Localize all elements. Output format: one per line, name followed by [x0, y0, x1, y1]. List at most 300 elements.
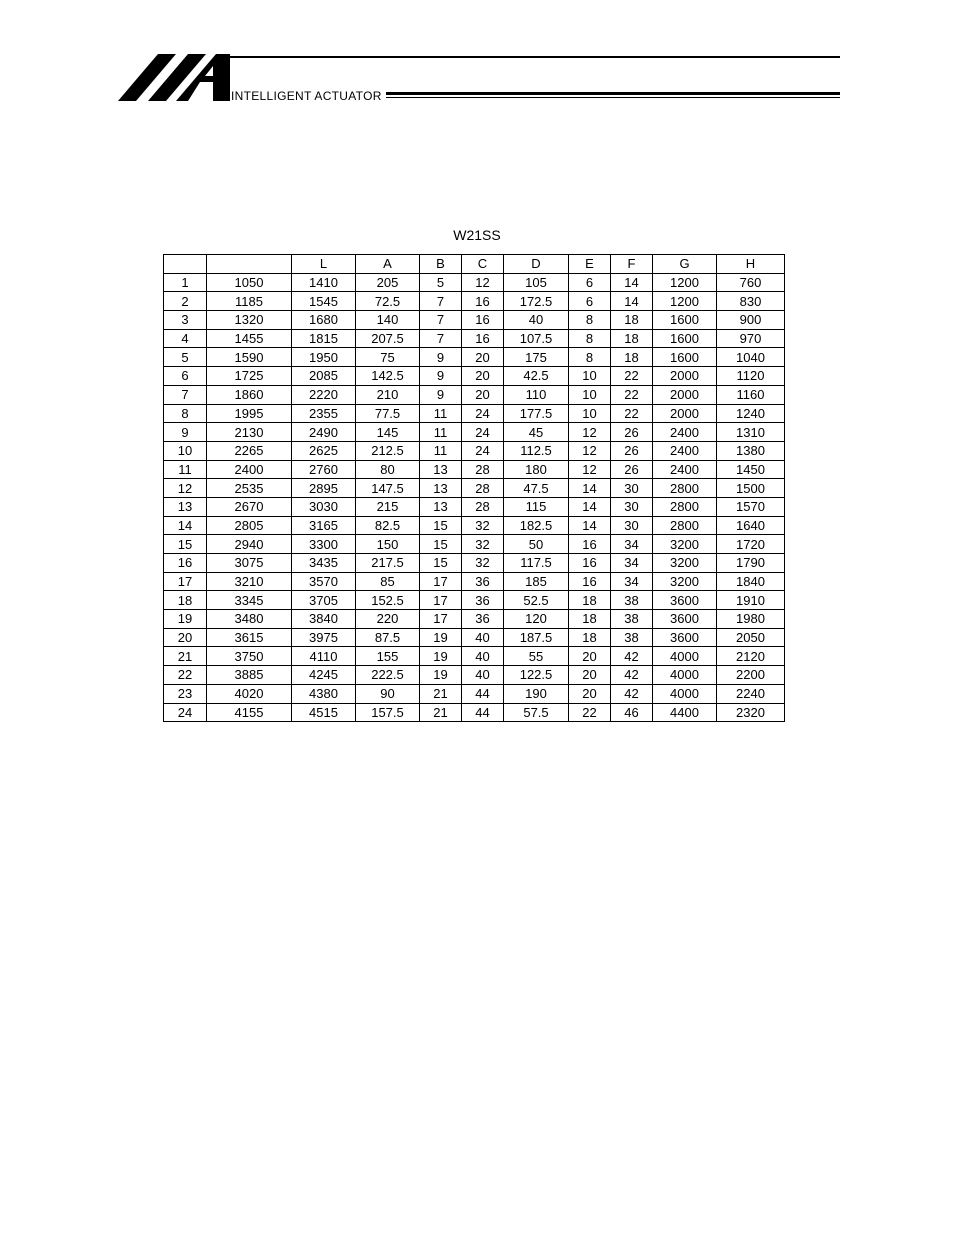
table-cell: 1600	[653, 348, 717, 367]
table-cell: 3300	[292, 535, 356, 554]
table-cell: 42	[611, 684, 653, 703]
table-cell: 7	[420, 292, 462, 311]
table-cell: 122.5	[504, 666, 569, 685]
table-cell: 18	[611, 348, 653, 367]
table-cell: 3600	[653, 591, 717, 610]
table-cell: 9	[420, 367, 462, 386]
table-cell: 13	[420, 479, 462, 498]
table-row	[164, 404, 785, 423]
table-cell: 34	[611, 535, 653, 554]
table-cell: 210	[356, 385, 420, 404]
table-cell: 18	[611, 311, 653, 330]
table-cell: 9	[420, 385, 462, 404]
table-cell: 45	[504, 423, 569, 442]
table-cell: 4020	[207, 684, 292, 703]
table-cell: 15	[164, 535, 207, 554]
brand-name: INTELLIGENT ACTUATOR	[231, 89, 382, 103]
table-row	[164, 554, 785, 573]
table-cell: 4380	[292, 684, 356, 703]
column-header: A	[356, 255, 420, 274]
table-cell: 4000	[653, 647, 717, 666]
table-cell: 20	[462, 367, 504, 386]
table-cell: 21	[420, 703, 462, 722]
table-cell: 3200	[653, 572, 717, 591]
table-cell: 3615	[207, 628, 292, 647]
table-cell: 112.5	[504, 441, 569, 460]
table-cell: 145	[356, 423, 420, 442]
table-cell: 32	[462, 535, 504, 554]
table-row	[164, 647, 785, 666]
table-cell: 2805	[207, 516, 292, 535]
table-row	[164, 423, 785, 442]
table-cell: 15	[420, 516, 462, 535]
table-cell: 2400	[653, 460, 717, 479]
table-cell: 222.5	[356, 666, 420, 685]
column-header: E	[569, 255, 611, 274]
table-cell: 2400	[207, 460, 292, 479]
table-cell: 1050	[207, 273, 292, 292]
table-row	[164, 367, 785, 386]
table-cell: 6	[569, 292, 611, 311]
table-cell: 3345	[207, 591, 292, 610]
table-cell: 2895	[292, 479, 356, 498]
table-cell: 217.5	[356, 554, 420, 573]
table-cell: 40	[462, 628, 504, 647]
table-cell: 177.5	[504, 404, 569, 423]
table-cell: 2800	[653, 497, 717, 516]
table-cell: 16	[462, 329, 504, 348]
table-cell: 2400	[653, 441, 717, 460]
table-row	[164, 311, 785, 330]
table-cell: 57.5	[504, 703, 569, 722]
table-cell: 4515	[292, 703, 356, 722]
table-cell: 26	[611, 423, 653, 442]
table-cell: 2535	[207, 479, 292, 498]
table-cell: 5	[420, 273, 462, 292]
table-cell: 157.5	[356, 703, 420, 722]
table-cell: 85	[356, 572, 420, 591]
table-cell: 1680	[292, 311, 356, 330]
table-cell: 3200	[653, 554, 717, 573]
table-cell: 3	[164, 311, 207, 330]
table-cell: 19	[420, 666, 462, 685]
table-row	[164, 273, 785, 292]
table-cell: 42	[611, 666, 653, 685]
table-cell: 24	[164, 703, 207, 722]
table-cell: 2240	[717, 684, 785, 703]
table-cell: 1600	[653, 311, 717, 330]
table-cell: 1200	[653, 273, 717, 292]
header-rule-top	[230, 56, 840, 58]
table-cell: 1860	[207, 385, 292, 404]
table-cell: 7	[164, 385, 207, 404]
table-cell: 1185	[207, 292, 292, 311]
table-cell: 3705	[292, 591, 356, 610]
table-cell: 55	[504, 647, 569, 666]
table-cell: 2220	[292, 385, 356, 404]
table-cell: 7	[420, 329, 462, 348]
table-cell: 1790	[717, 554, 785, 573]
table-cell: 3480	[207, 610, 292, 629]
page-header	[118, 52, 842, 104]
table-cell: 24	[462, 441, 504, 460]
table-cell: 1720	[717, 535, 785, 554]
table-cell: 115	[504, 497, 569, 516]
table-cell: 82.5	[356, 516, 420, 535]
table-row	[164, 684, 785, 703]
table-cell: 1570	[717, 497, 785, 516]
table-cell: 1980	[717, 610, 785, 629]
table-cell: 110	[504, 385, 569, 404]
table-cell: 20	[462, 348, 504, 367]
table-cell: 1410	[292, 273, 356, 292]
table-cell: 2800	[653, 479, 717, 498]
table-cell: 15	[420, 535, 462, 554]
table-cell: 12	[462, 273, 504, 292]
table-cell: 16	[569, 535, 611, 554]
table-cell: 17	[420, 572, 462, 591]
column-header: F	[611, 255, 653, 274]
table-cell: 72.5	[356, 292, 420, 311]
table-cell: 14	[569, 516, 611, 535]
table-cell: 28	[462, 497, 504, 516]
table-cell: 28	[462, 460, 504, 479]
table-cell: 970	[717, 329, 785, 348]
table-cell: 77.5	[356, 404, 420, 423]
table-cell: 11	[420, 404, 462, 423]
table-cell: 1815	[292, 329, 356, 348]
table-cell: 40	[462, 647, 504, 666]
table-cell: 15	[420, 554, 462, 573]
table-cell: 215	[356, 497, 420, 516]
table-cell: 3750	[207, 647, 292, 666]
table-row	[164, 497, 785, 516]
table-cell: 17	[420, 610, 462, 629]
table-cell: 4000	[653, 666, 717, 685]
table-cell: 36	[462, 610, 504, 629]
table-cell: 142.5	[356, 367, 420, 386]
table-cell: 40	[504, 311, 569, 330]
table-cell: 34	[611, 572, 653, 591]
table-cell: 3210	[207, 572, 292, 591]
table-cell: 2800	[653, 516, 717, 535]
table-row	[164, 535, 785, 554]
table-cell: 20	[569, 647, 611, 666]
table-cell: 9	[164, 423, 207, 442]
table-cell: 1640	[717, 516, 785, 535]
table-row	[164, 703, 785, 722]
table-cell: 2120	[717, 647, 785, 666]
table-cell: 23	[164, 684, 207, 703]
table-cell: 140	[356, 311, 420, 330]
table-cell: 3600	[653, 628, 717, 647]
table-cell: 2000	[653, 404, 717, 423]
table-row	[164, 329, 785, 348]
table-cell: 12	[569, 460, 611, 479]
table-cell: 20	[164, 628, 207, 647]
table-cell: 2320	[717, 703, 785, 722]
table-cell: 830	[717, 292, 785, 311]
table-cell: 1545	[292, 292, 356, 311]
table-cell: 38	[611, 610, 653, 629]
table-cell: 47.5	[504, 479, 569, 498]
table-cell: 4000	[653, 684, 717, 703]
table-cell: 21	[420, 684, 462, 703]
table-cell: 16	[462, 311, 504, 330]
table-cell: 2940	[207, 535, 292, 554]
table-cell: 87.5	[356, 628, 420, 647]
table-cell: 1120	[717, 367, 785, 386]
table-cell: 1725	[207, 367, 292, 386]
table-cell: 2	[164, 292, 207, 311]
column-header	[207, 255, 292, 274]
table-header-row	[164, 255, 785, 274]
table-cell: 22	[164, 666, 207, 685]
table-cell: 1450	[717, 460, 785, 479]
table-cell: 182.5	[504, 516, 569, 535]
table-cell: 3570	[292, 572, 356, 591]
table-cell: 38	[611, 628, 653, 647]
table-cell: 10	[569, 367, 611, 386]
table-cell: 1040	[717, 348, 785, 367]
table-cell: 1995	[207, 404, 292, 423]
table-cell: 36	[462, 591, 504, 610]
table-cell: 44	[462, 684, 504, 703]
table-cell: 117.5	[504, 554, 569, 573]
table-cell: 20	[462, 385, 504, 404]
table-cell: 24	[462, 404, 504, 423]
table-cell: 30	[611, 479, 653, 498]
table-title: W21SS	[453, 227, 501, 243]
table-cell: 1200	[653, 292, 717, 311]
table-cell: 2490	[292, 423, 356, 442]
table-row	[164, 385, 785, 404]
table-cell: 18	[569, 628, 611, 647]
column-header: D	[504, 255, 569, 274]
table-cell: 34	[611, 554, 653, 573]
table-cell: 150	[356, 535, 420, 554]
table-cell: 12	[569, 423, 611, 442]
table-cell: 2625	[292, 441, 356, 460]
table-cell: 1840	[717, 572, 785, 591]
table-cell: 1310	[717, 423, 785, 442]
table-cell: 2760	[292, 460, 356, 479]
table-cell: 8	[164, 404, 207, 423]
table-row	[164, 516, 785, 535]
table-cell: 38	[611, 591, 653, 610]
table-cell: 1160	[717, 385, 785, 404]
table-cell: 16	[569, 554, 611, 573]
table-cell: 8	[569, 348, 611, 367]
table-row	[164, 479, 785, 498]
table-cell: 2400	[653, 423, 717, 442]
table-cell: 147.5	[356, 479, 420, 498]
table-cell: 175	[504, 348, 569, 367]
table-cell: 180	[504, 460, 569, 479]
table-cell: 205	[356, 273, 420, 292]
table-cell: 28	[462, 479, 504, 498]
table-cell: 42	[611, 647, 653, 666]
table-cell: 105	[504, 273, 569, 292]
table-row	[164, 591, 785, 610]
header-rule-bottom	[386, 92, 840, 95]
header-rule-bottom-thin	[386, 97, 840, 98]
table-cell: 3200	[653, 535, 717, 554]
table-cell: 187.5	[504, 628, 569, 647]
table-cell: 30	[611, 516, 653, 535]
table-cell: 50	[504, 535, 569, 554]
table-cell: 4245	[292, 666, 356, 685]
table-cell: 22	[611, 404, 653, 423]
table-cell: 3975	[292, 628, 356, 647]
table-cell: 22	[569, 703, 611, 722]
table-cell: 6	[569, 273, 611, 292]
table-cell: 152.5	[356, 591, 420, 610]
table-cell: 17	[420, 591, 462, 610]
table-cell: 190	[504, 684, 569, 703]
table-cell: 900	[717, 311, 785, 330]
table-cell: 1910	[717, 591, 785, 610]
table-cell: 1380	[717, 441, 785, 460]
table-cell: 14	[611, 292, 653, 311]
table-cell: 13	[420, 497, 462, 516]
table-cell: 3075	[207, 554, 292, 573]
table-cell: 2085	[292, 367, 356, 386]
table-cell: 172.5	[504, 292, 569, 311]
table-cell: 212.5	[356, 441, 420, 460]
table-cell: 220	[356, 610, 420, 629]
table-row	[164, 441, 785, 460]
table-cell: 4155	[207, 703, 292, 722]
table-cell: 120	[504, 610, 569, 629]
table-cell: 1	[164, 273, 207, 292]
table-cell: 14	[569, 497, 611, 516]
table-cell: 2050	[717, 628, 785, 647]
table-cell: 3600	[653, 610, 717, 629]
table-cell: 44	[462, 703, 504, 722]
table-row	[164, 348, 785, 367]
table-cell: 19	[420, 628, 462, 647]
table-cell: 107.5	[504, 329, 569, 348]
table-cell: 3030	[292, 497, 356, 516]
column-header: B	[420, 255, 462, 274]
table-cell: 75	[356, 348, 420, 367]
table-cell: 52.5	[504, 591, 569, 610]
table-cell: 6	[164, 367, 207, 386]
table-cell: 12	[164, 479, 207, 498]
table-cell: 1590	[207, 348, 292, 367]
table-cell: 5	[164, 348, 207, 367]
table-cell: 185	[504, 572, 569, 591]
table-cell: 14	[611, 273, 653, 292]
table-cell: 17	[164, 572, 207, 591]
iai-logo-icon	[118, 52, 230, 102]
table-cell: 2265	[207, 441, 292, 460]
table-cell: 22	[611, 367, 653, 386]
table-cell: 2000	[653, 385, 717, 404]
table-cell: 207.5	[356, 329, 420, 348]
table-cell: 24	[462, 423, 504, 442]
column-header: C	[462, 255, 504, 274]
table-cell: 2130	[207, 423, 292, 442]
table-cell: 26	[611, 441, 653, 460]
table-cell: 18	[611, 329, 653, 348]
table-cell: 13	[164, 497, 207, 516]
table-cell: 2670	[207, 497, 292, 516]
table-cell: 4110	[292, 647, 356, 666]
table-cell: 19	[420, 647, 462, 666]
table-body	[164, 273, 785, 722]
table-cell: 2000	[653, 367, 717, 386]
table-cell: 22	[611, 385, 653, 404]
table-cell: 90	[356, 684, 420, 703]
column-header	[164, 255, 207, 274]
dimension-table	[163, 254, 785, 722]
table-cell: 11	[164, 460, 207, 479]
table-cell: 14	[569, 479, 611, 498]
table-cell: 80	[356, 460, 420, 479]
table-cell: 2355	[292, 404, 356, 423]
table-cell: 9	[420, 348, 462, 367]
table-cell: 11	[420, 423, 462, 442]
table-cell: 7	[420, 311, 462, 330]
table-cell: 10	[164, 441, 207, 460]
table-cell: 3885	[207, 666, 292, 685]
table-cell: 1455	[207, 329, 292, 348]
table-cell: 8	[569, 311, 611, 330]
table-cell: 18	[569, 591, 611, 610]
column-header: G	[653, 255, 717, 274]
table-cell: 20	[569, 684, 611, 703]
column-header: L	[292, 255, 356, 274]
table-cell: 3435	[292, 554, 356, 573]
table-cell: 32	[462, 516, 504, 535]
table-cell: 13	[420, 460, 462, 479]
table-cell: 155	[356, 647, 420, 666]
table-cell: 3840	[292, 610, 356, 629]
table-cell: 26	[611, 460, 653, 479]
table-cell: 16	[569, 572, 611, 591]
table-cell: 4	[164, 329, 207, 348]
table-cell: 36	[462, 572, 504, 591]
table-cell: 21	[164, 647, 207, 666]
table-cell: 10	[569, 385, 611, 404]
table-cell: 40	[462, 666, 504, 685]
table-cell: 16	[462, 292, 504, 311]
table-cell: 11	[420, 441, 462, 460]
table-row	[164, 666, 785, 685]
table-row	[164, 572, 785, 591]
table-cell: 12	[569, 441, 611, 460]
table-cell: 20	[569, 666, 611, 685]
table-cell: 42.5	[504, 367, 569, 386]
table-row	[164, 610, 785, 629]
table-row	[164, 628, 785, 647]
table-cell: 30	[611, 497, 653, 516]
column-header: H	[717, 255, 785, 274]
table-cell: 19	[164, 610, 207, 629]
table-cell: 8	[569, 329, 611, 348]
table-cell: 10	[569, 404, 611, 423]
table-cell: 4400	[653, 703, 717, 722]
table-cell: 16	[164, 554, 207, 573]
table-cell: 1240	[717, 404, 785, 423]
table-row	[164, 460, 785, 479]
table-cell: 32	[462, 554, 504, 573]
table-cell: 2200	[717, 666, 785, 685]
table-cell: 1320	[207, 311, 292, 330]
table-cell: 1500	[717, 479, 785, 498]
